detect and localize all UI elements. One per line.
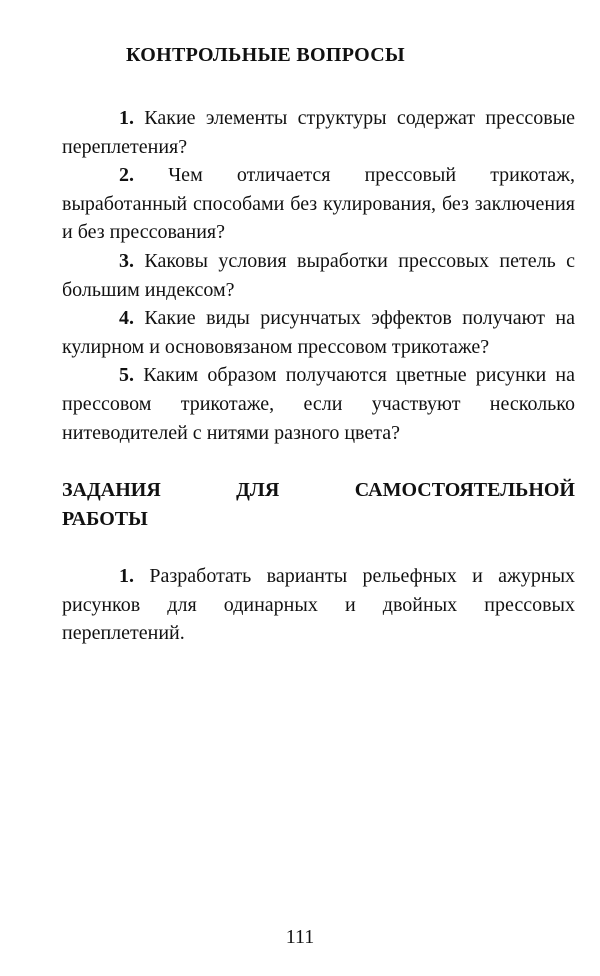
list-item — [62, 361, 575, 447]
item-text: Разработать варианты рельефных и ажурных — [149, 565, 576, 587]
item-text: и без прессования? — [62, 221, 226, 244]
list-item — [62, 304, 575, 361]
tasks-list — [62, 562, 575, 648]
page-number: 111 — [285, 926, 315, 948]
item-number: 2. — [119, 164, 134, 187]
item-number: 4. — [119, 307, 134, 330]
item-text: нитеводителей с нитями разного цвета? — [62, 421, 400, 444]
item-text: Каковы условия выработки прессовых петель с — [144, 249, 575, 272]
list-item — [62, 247, 575, 304]
section-heading-questions: КОНТРОЛЬНЫЕ ВОПРОСЫ — [126, 44, 405, 66]
heading-word: САМОСТОЯТЕЛЬНОЙ — [354, 479, 575, 501]
item-text: переплетений. — [62, 622, 185, 645]
list-item — [62, 104, 575, 161]
item-number: 1. — [119, 107, 134, 129]
list-item — [62, 161, 575, 247]
item-text: большим индексом? — [62, 278, 235, 301]
item-number: 5. — [119, 364, 134, 387]
item-text: выработанный способами без кулирования, без заключения — [62, 192, 575, 215]
item-text: Каким образом получаются цветные рисунки на — [143, 364, 576, 387]
item-number: 3. — [119, 249, 134, 272]
section-heading-tasks — [62, 476, 575, 533]
item-text: Чем отличается прессовый трикотаж, — [168, 164, 576, 187]
item-text: кулирном и основовязаном прессовом трикотаже? — [62, 335, 490, 358]
list-item — [62, 562, 575, 648]
heading-word: ДЛЯ — [236, 479, 280, 501]
item-text: Какие виды рисунчатых эффектов получают на — [144, 307, 576, 330]
heading-word: ЗАДАНИЯ — [62, 479, 161, 501]
item-text: рисунков для одинарных и двойных прессовых — [62, 593, 575, 616]
item-number: 1. — [119, 565, 134, 587]
item-text: прессовом трикотаже, если участвуют несколько — [62, 392, 575, 415]
questions-list — [62, 104, 575, 447]
heading-line: РАБОТЫ — [62, 507, 148, 530]
item-text: Какие элементы структуры содержат прессовые — [144, 107, 576, 129]
item-text: переплетения? — [62, 135, 188, 158]
